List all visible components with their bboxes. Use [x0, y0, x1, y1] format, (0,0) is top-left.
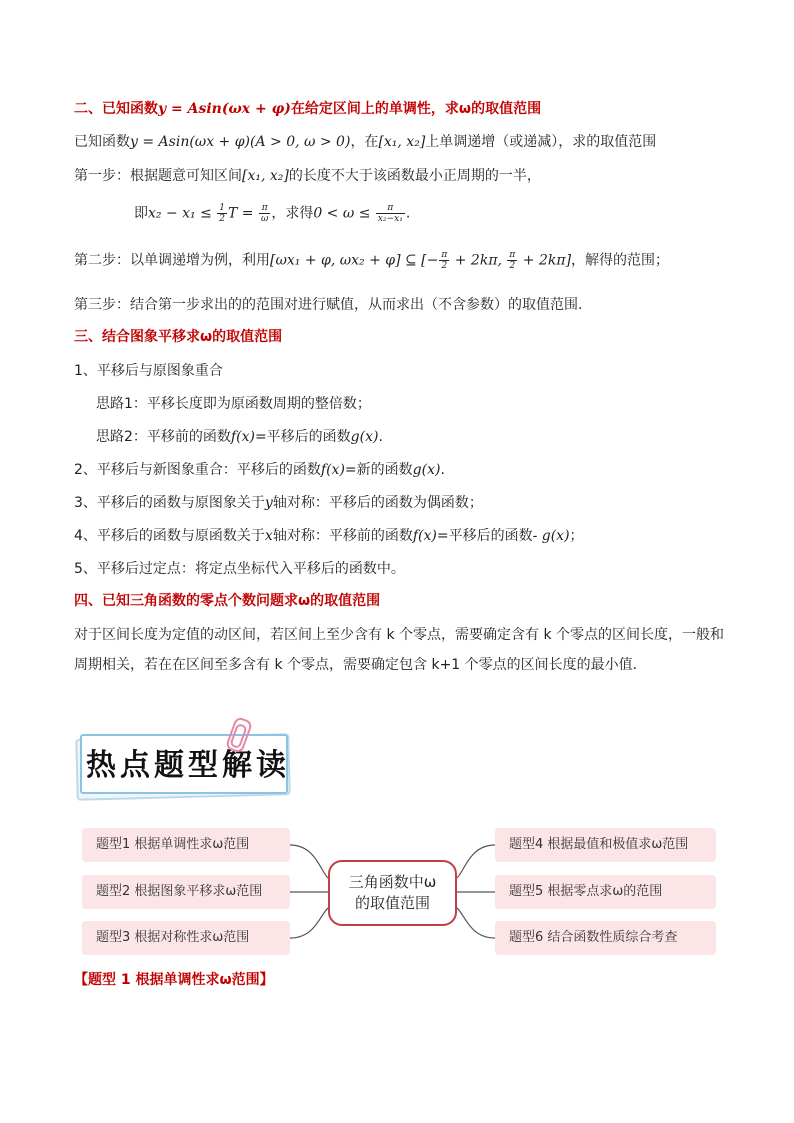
fraction: $\frac{1}{2}$ — [219, 203, 226, 224]
section2-line1: 已知函数y = Asin(ωx + φ)(A > 0, ω > 0)，在[x₁, x₂]上单调递增（或递减），求的取值范围 — [74, 134, 657, 150]
section3-item5: 5、平移后过定点：将定点坐标代入平移后的函数中。 — [74, 561, 405, 577]
mindmap-left-box: 题型1 根据单调性求ω范围 — [82, 828, 290, 862]
step1-sub-line: 即x₂ − x₁ ≤ $\frac{1}{2}$ T = $\frac{\pi}{\omega}$ ，求得0 < ω ≤ $\frac{\pi}{\text{x₂−x₁}}$ . — [134, 203, 411, 224]
heading-text: 在给定区间上的单调性，求ω的取值范围 — [290, 101, 542, 117]
section4-heading: 四、已知三角函数的零点个数问题求ω的取值范围 — [74, 593, 381, 609]
heading-formula: y = Asin(ωx + φ) — [158, 101, 291, 117]
section3-heading: 三、结合图象平移求ω的取值范围 — [74, 329, 283, 345]
function-formula: y = Asin(ωx + φ)(A > 0, ω > 0) — [130, 134, 351, 150]
banner-title: 热点题型解读 — [86, 748, 290, 783]
section3-item3: 3、平移后的函数与原图象关于y轴对称：平移后的函数为偶函数； — [74, 495, 483, 511]
fraction: $\frac{\pi}{\omega}$ — [260, 203, 269, 224]
section3-idea1: 思路1：平移长度即为原函数周期的整倍数； — [96, 396, 371, 412]
mindmap-right-box: 题型4 根据最值和极值求ω范围 — [495, 828, 716, 862]
mindmap-right-box: 题型6 结合函数性质综合考查 — [495, 921, 716, 955]
mindmap-left-box: 题型2 根据图象平移求ω范围 — [82, 875, 290, 909]
mindmap-center: 三角函数中ω 的取值范围 — [328, 860, 457, 926]
heading-text: 二、已知函数 — [74, 101, 158, 117]
step1-line: 第一步：根据题意可知区间[x₁, x₂]的长度不大于该函数最小正周期的一半， — [74, 168, 541, 184]
section4-paragraph: 对于区间长度为定值的动区间，若区间上至少含有 k 个零点，需要确定含有 k 个零点的区间长度，一般和周期相关，若在在区间至多含有 k 个零点，需要确定包含 k+1 个零点的区间长度的最小值． — [74, 627, 725, 673]
interval-formula: [x₁, x₂] — [378, 134, 426, 150]
fraction: $\frac{\pi}{\text{x₂−x₁}}$ — [377, 203, 403, 224]
question-type-heading: 【题型 1 根据单调性求ω范围】 — [74, 972, 274, 988]
section3-item1: 1、平移后与原图象重合 — [74, 363, 223, 379]
section3-idea2: 思路2：平移前的函数f(x)=平移后的函数g(x). — [96, 429, 383, 445]
section3-item4: 4、平移后的函数与原函数关于x轴对称：平移前的函数f(x)=平移后的函数- g(x)； — [74, 528, 584, 544]
fraction: $\frac{\pi}{2}$ — [441, 250, 448, 271]
section3-item2: 2、平移后与新图象重合：平移后的函数f(x)=新的函数g(x). — [74, 462, 445, 478]
step2-line: 第二步：以单调递增为例，利用[ωx₁ + φ, ωx₂ + φ] ⊆ [− $\frac{\pi}{2}$ + 2kπ, $\frac{\pi}{2}$ + 2kπ]，解得的范围； — [74, 250, 670, 271]
mindmap-right-box: 题型5 根据零点求ω的范围 — [495, 875, 716, 909]
mindmap-left-box: 题型3 根据对称性求ω范围 — [82, 921, 290, 955]
step3-line: 第三步：结合第一步求出的的范围对进行赋值，从而求出（不含参数）的取值范围. — [74, 297, 583, 313]
fraction: $\frac{\pi}{2}$ — [509, 250, 516, 271]
